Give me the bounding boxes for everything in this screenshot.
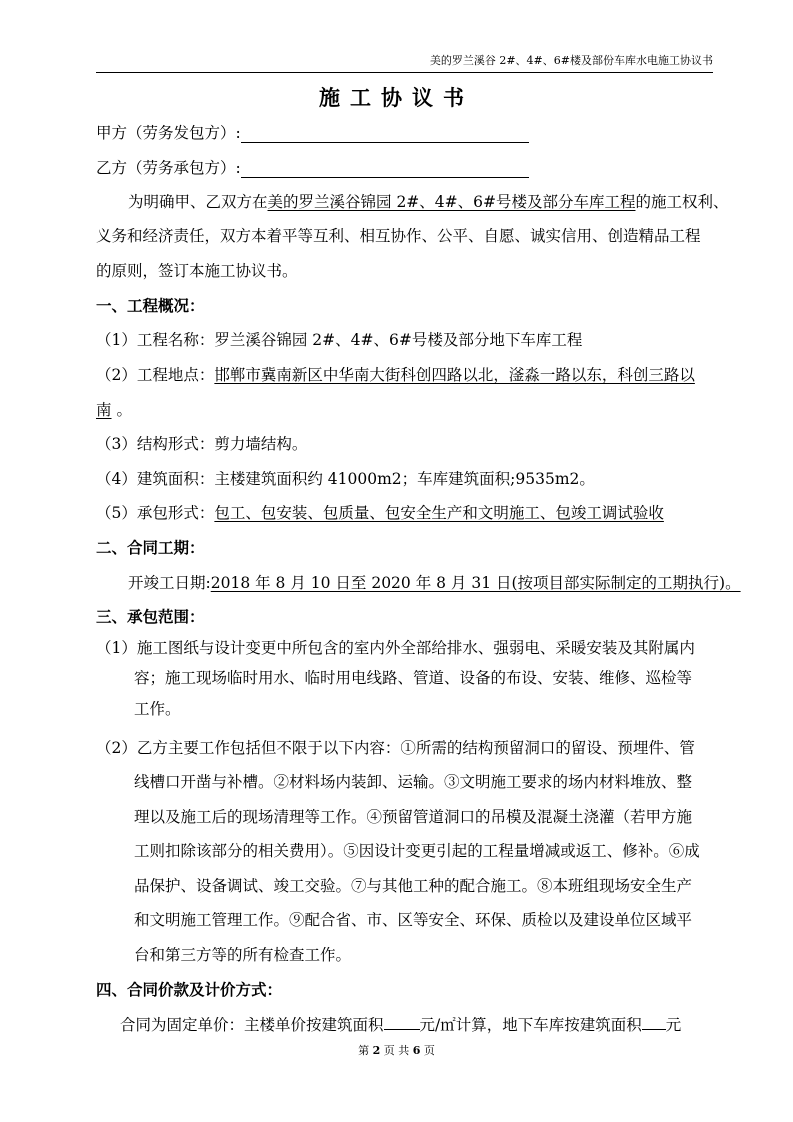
intro-text: 为明确甲、乙双方在 bbox=[128, 193, 268, 211]
project-location-value: 南 bbox=[96, 401, 112, 419]
project-name-item: （1）工程名称：罗兰溪谷锦园 2#、4#、6#号楼及部分地下车库工程 bbox=[96, 331, 583, 349]
project-location-cont bbox=[96, 400, 132, 420]
party-b-line bbox=[96, 158, 529, 178]
scope-item-2-line: 品保护、设备调试、竣工交验。⑦与其他工种的配合施工。⑧本班组现场安全生产 bbox=[134, 877, 693, 895]
running-header: 美的罗兰溪谷 2#、4#、6#楼及部份车库水电施工协议书 bbox=[429, 54, 713, 67]
price-text: 元/㎡计算，地下车库按建筑面积 bbox=[419, 1016, 642, 1034]
contract-form-value: 包工、包安装、包质量、包安全生产和文明施工、包竣工调试验收 bbox=[214, 504, 664, 522]
footer-text: 页 共 bbox=[380, 1044, 413, 1057]
intro-line-1 bbox=[128, 192, 729, 212]
item-label: 开竣工日期: bbox=[128, 574, 211, 592]
building-area-item: （4）建筑面积：主楼建筑面积约 41000m2；车库建筑面积;9535m2。 bbox=[96, 470, 595, 488]
party-a-line bbox=[96, 123, 529, 143]
scope-item-2-line: 台和第三方等的所有检查工作。 bbox=[134, 946, 352, 964]
garage-unit-price-blank[interactable] bbox=[642, 1014, 666, 1030]
scope-item-1-line: 工作。 bbox=[134, 700, 181, 718]
scope-item-2-line: （2）乙方主要工作包括但不限于以下内容：①所需的结构预留洞口的留设、预埋件、管 bbox=[96, 739, 695, 757]
main-unit-price-blank[interactable] bbox=[384, 1014, 420, 1030]
intro-line-2: 义务和经济责任，双方本着平等互利、相互协作、公平、自愿、诚实信用、创造精品工程 bbox=[96, 227, 701, 245]
party-a-blank[interactable] bbox=[241, 126, 529, 143]
intro-text: 的施工权利、 bbox=[635, 193, 729, 211]
scope-item-1-line: （1）施工图纸与设计变更中所包含的室内外全部给排水、强弱电、采暖安装及其附属内 bbox=[96, 639, 695, 657]
header-rule bbox=[96, 72, 713, 73]
scope-item-2-line: 和文明施工管理工作。⑨配合省、市、区等安全、环保、质检以及建设单位区域平 bbox=[134, 911, 693, 929]
scope-item-2-line: 工则扣除该部分的相关费用）。⑤因设计变更引起的工程量增减或返工、修补。⑥成 bbox=[134, 842, 700, 860]
scope-item-2-line: 线槽口开凿与补槽。②材料场内装卸、运输。③文明施工要求的场内材料堆放、整 bbox=[134, 773, 693, 791]
section-4-heading: 四、合同价款及计价方式： bbox=[96, 981, 283, 999]
intro-line-3: 的原则，签订本施工协议书。 bbox=[96, 262, 298, 280]
footer-text: 页 bbox=[420, 1044, 435, 1057]
schedule-value: 2018 年 8 月 10 日至 2020 年 8 月 31 日(按项目部实际制定的工期执行)。 bbox=[210, 574, 741, 592]
current-page-number: 2 bbox=[372, 1044, 381, 1057]
price-text: 元 bbox=[665, 1016, 682, 1034]
section-2-heading: 二、合同工期： bbox=[96, 539, 205, 557]
item-label: （2）工程地点： bbox=[96, 366, 215, 384]
project-location-item bbox=[96, 365, 695, 385]
price-text: 合同为固定单价：主楼单价按建筑面积 bbox=[120, 1016, 384, 1034]
party-b-label: 乙方（劳务承包方）: bbox=[96, 159, 241, 177]
project-name-underlined: 美的罗兰溪谷锦园 2#、4#、6#号楼及部分车库工程 bbox=[267, 193, 636, 211]
party-b-blank[interactable] bbox=[241, 161, 529, 178]
page-footer bbox=[0, 1044, 793, 1058]
contract-form-item bbox=[96, 503, 664, 523]
party-a-label: 甲方（劳务发包方）: bbox=[96, 124, 241, 142]
project-location-value: 邯郸市冀南新区中华南大街科创四路以北，滏淼一路以东，科创三路以 bbox=[214, 366, 695, 384]
scope-item-1-line: 容；施工现场临时用水、临时用电线路、管道、设备的布设、安装、维修、巡检等 bbox=[134, 669, 693, 687]
schedule-line bbox=[128, 573, 741, 593]
structure-type-item: （3）结构形式：剪力墙结构。 bbox=[96, 435, 308, 453]
item-text: 。 bbox=[111, 401, 132, 419]
total-page-number: 6 bbox=[412, 1044, 421, 1057]
item-label: （5）承包形式： bbox=[96, 504, 215, 522]
section-3-heading: 三、承包范围： bbox=[96, 608, 205, 626]
section-1-heading: 一、工程概况： bbox=[96, 297, 205, 315]
scope-item-2-line: 理以及施工后的现场清理等工作。④预留管道洞口的吊模及混凝土浇灌（若甲方施 bbox=[134, 808, 693, 826]
document-title: 施工协议书 bbox=[319, 86, 474, 110]
price-line bbox=[120, 1014, 681, 1035]
footer-text: 第 bbox=[358, 1044, 373, 1057]
